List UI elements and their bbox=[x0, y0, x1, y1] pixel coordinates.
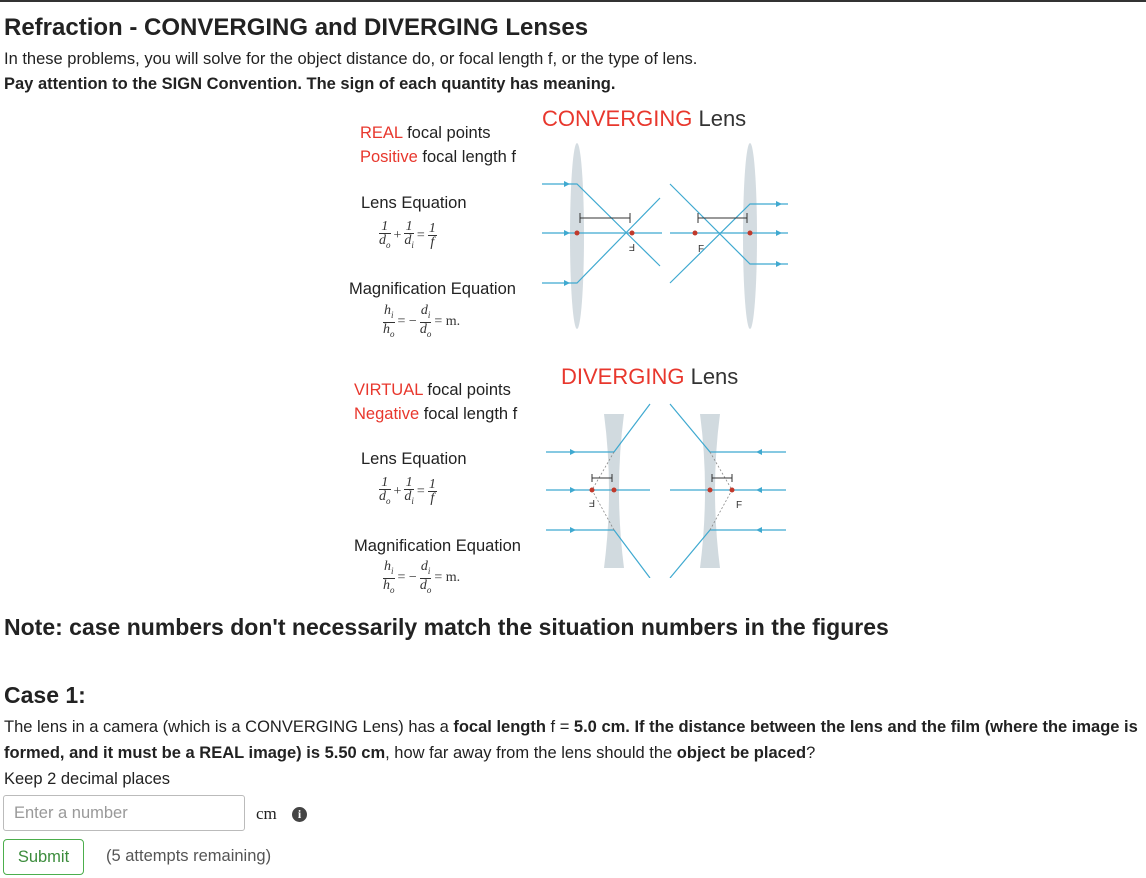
case-title: Case 1: bbox=[4, 682, 86, 708]
diverging-left-focus bbox=[590, 488, 595, 493]
case-bold-distance: 5.0 cm. If the distance between the lens and the film (where the image is formed, and it must be a REAL image) is 5.50 cm bbox=[4, 718, 1138, 762]
virtual-word: VIRTUAL bbox=[354, 381, 423, 399]
negative-rest: focal length f bbox=[419, 405, 518, 423]
real-focal-points-text bbox=[360, 124, 491, 143]
converging-title-rest: Lens bbox=[692, 106, 747, 131]
case-bold-focal-length: focal length bbox=[453, 718, 546, 736]
real-rest: focal points bbox=[402, 124, 491, 142]
attempts-remaining: (5 attempts remaining) bbox=[106, 847, 272, 865]
keep-decimals-text: Keep 2 decimal places bbox=[4, 770, 171, 788]
converging-title bbox=[542, 106, 746, 132]
positive-word: Positive bbox=[360, 148, 418, 166]
converging-lens-right bbox=[743, 143, 757, 329]
diverging-magnification-equation: $\frac{h_i}{h_o}$ = − $\frac{d_i}{d_o}$ = m. bbox=[383, 559, 461, 595]
converging-left-center bbox=[575, 231, 580, 236]
diverging-lens-diagram bbox=[540, 398, 800, 578]
converging-lens-equation: $\frac{1}{d_o}$ + $\frac{1}{d_i}$ = $\frac{1}{f}$ bbox=[379, 219, 436, 251]
converging-left-focus bbox=[630, 231, 635, 236]
converging-lens-equation-label: Lens Equation bbox=[361, 194, 467, 212]
virtual-rest: focal points bbox=[422, 381, 511, 399]
diverging-rays bbox=[546, 404, 786, 578]
case-text-part-3: , how far away from the lens should the bbox=[385, 744, 677, 762]
case-text-part-2: f = bbox=[545, 718, 574, 736]
diverging-title-word: DIVERGING bbox=[561, 364, 685, 389]
diverging-lens-equation: $\frac{1}{d_o}$ + $\frac{1}{d_i}$ = $\frac{1}{f}$ bbox=[379, 475, 436, 507]
info-icon[interactable]: i bbox=[292, 807, 307, 822]
converging-right-center bbox=[748, 231, 753, 236]
unit-label: cm bbox=[256, 804, 277, 823]
virtual-focal-points-text bbox=[354, 381, 511, 400]
note-text: Note: case numbers don't necessarily match the situation numbers in the figures bbox=[4, 614, 889, 640]
converging-lens-diagram bbox=[540, 138, 800, 338]
diverging-left-center bbox=[612, 488, 617, 493]
case-text-part-4: ? bbox=[806, 744, 816, 762]
case-text-part-1: The lens in a camera (which is a CONVERGING Lens) has a bbox=[4, 718, 454, 736]
case-bold-object-placed: object be placed bbox=[676, 744, 807, 762]
submit-button[interactable]: Submit bbox=[3, 839, 84, 875]
positive-focal-length-text bbox=[360, 148, 516, 167]
page-title: Refraction - CONVERGING and DIVERGING Lenses bbox=[4, 14, 589, 41]
real-word: REAL bbox=[360, 124, 403, 142]
intro-text: In these problems, you will solve for the object distance do, or focal length f, or the type of lens. bbox=[4, 50, 698, 68]
case-question bbox=[4, 714, 1139, 792]
converging-lens-left bbox=[570, 143, 584, 329]
converging-focal-label-left: F bbox=[628, 241, 635, 252]
answer-input[interactable] bbox=[3, 795, 245, 831]
negative-focal-length-text bbox=[354, 405, 517, 424]
diverging-title bbox=[561, 364, 738, 390]
diverging-title-rest: Lens bbox=[684, 364, 739, 389]
diverging-focal-label-left: F bbox=[588, 497, 595, 508]
converging-right-focus bbox=[693, 231, 698, 236]
diverging-right-focus bbox=[730, 488, 735, 493]
diverging-magnification-label: Magnification Equation bbox=[354, 537, 521, 555]
converging-magnification-label: Magnification Equation bbox=[349, 280, 516, 298]
diverging-focal-label-right: F bbox=[736, 500, 743, 511]
converging-focal-markers bbox=[580, 213, 747, 223]
diverging-right-center bbox=[708, 488, 713, 493]
converging-focal-label-right: F bbox=[698, 244, 705, 255]
diverging-lens-equation-label: Lens Equation bbox=[361, 450, 467, 468]
lens-figure bbox=[340, 104, 810, 604]
positive-rest: focal length f bbox=[417, 148, 516, 166]
converging-magnification-equation: $\frac{h_i}{h_o}$ = − $\frac{d_i}{d_o}$ = m. bbox=[383, 303, 461, 339]
converging-title-word: CONVERGING bbox=[542, 106, 693, 131]
sign-convention-text: Pay attention to the SIGN Convention. The sign of each quantity has meaning. bbox=[4, 75, 616, 93]
top-divider bbox=[0, 0, 1146, 2]
negative-word: Negative bbox=[354, 405, 420, 423]
